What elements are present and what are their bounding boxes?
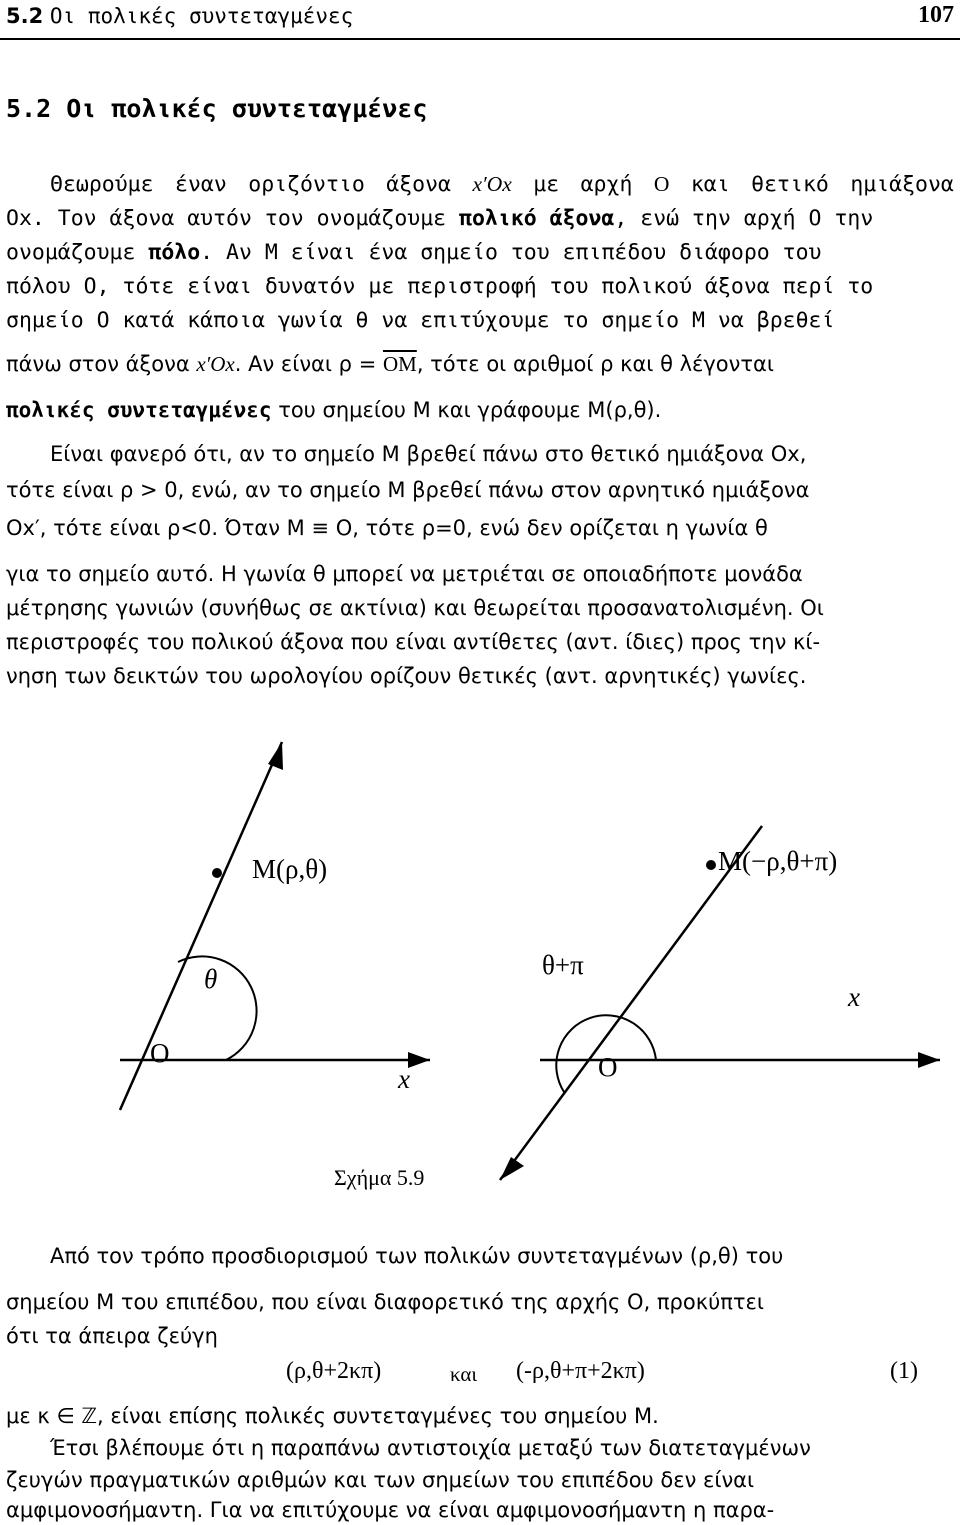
para1-line4: πόλου Ο, τότε είναι δυνατόν με περιστροφή του πολικού άξονα περί το <box>6 274 874 299</box>
term-polar-axis: πολικό άξονα <box>459 206 615 231</box>
para2-line3: Ox′, τότε είναι ρ<0. Όταν Μ ≡ Ο, τότε ρ=0, ενώ δεν ορίζεται η γωνία θ <box>6 516 768 540</box>
text: Ox. Τον άξονα αυτόν τον ονομάζουμε <box>6 206 460 231</box>
para1-line3 <box>6 240 954 265</box>
para2-line7: νηση των δεικτών του ωρολογίου ορίζουν θετικές (αντ. αρνητικές) γωνίες. <box>6 664 807 688</box>
equation-right: (-ρ,θ+π+2κπ) <box>516 1358 645 1384</box>
header-rule <box>0 38 960 40</box>
label-origin-left: Ο <box>150 1038 170 1068</box>
word: έναν <box>175 172 227 197</box>
term-pole: πόλο <box>148 240 201 265</box>
para3-line1: Από τον τρόπο προσδιορισμού των πολικών συντεταγμένων (ρ,θ) του <box>50 1244 784 1268</box>
equation-number: (1) <box>890 1358 918 1384</box>
point-m-right <box>706 860 716 870</box>
ray-left <box>120 742 282 1110</box>
para3-line3: ότι τα άπειρα ζεύγη <box>6 1324 218 1348</box>
term-polar-coordinates: πολικές συντεταγμένες <box>6 398 272 422</box>
label-origin-right: Ο <box>598 1052 618 1082</box>
axis-symbol: x′Ox <box>472 172 512 196</box>
para2-line5: μέτρησης γωνιών (συνήθως σε ακτίνια) και θεωρείται προσανατολισμένη. Οι <box>6 596 824 620</box>
para2-line2: τότε είναι ρ > 0, ενώ, αν το σημείο Μ βρεθεί πάνω στον αρνητικό ημιάξονα <box>6 478 810 502</box>
para2-line1: Είναι φανερό ότι, αν το σημείο Μ βρεθεί πάνω στο θετικό ημιάξονα Ox, <box>50 442 807 466</box>
word: θετικό <box>751 172 829 197</box>
text: , τότε οι αριθμοί ρ και θ λέγονται <box>416 352 774 376</box>
word: άξονα <box>386 172 451 197</box>
running-head <box>6 4 353 28</box>
label-theta-left: θ <box>204 964 218 994</box>
label-x-left: x <box>398 1064 410 1094</box>
page-header <box>0 0 960 40</box>
page-number: 107 <box>918 2 954 28</box>
word: Θεωρούμε <box>50 172 154 197</box>
para1-line2 <box>6 206 954 231</box>
running-head-title: Οι πολικές συντεταγμένες <box>49 4 354 28</box>
label-m-left: Μ(ρ,θ) <box>252 854 328 884</box>
word: αρχή <box>580 172 633 197</box>
figure-5-9 <box>0 730 960 1200</box>
text: . Αν είναι ρ = <box>234 352 383 376</box>
equation-left: (ρ,θ+2κπ) <box>286 1358 382 1384</box>
figure-caption: Σχήμα 5.9 <box>334 1165 425 1190</box>
para2-line6: περιστροφές του πολικού άξονα που είναι αντίθετες (αντ. ίδιες) προς την κί- <box>6 630 821 654</box>
para1-line5: σημείο Ο κατά κάποια γωνία θ να επιτύχουμε το σημείο Μ να βρεθεί <box>6 308 835 333</box>
para3-line5: Έτσι βλέπουμε ότι η παραπάνω αντιστοιχία μεταξύ των διατεταγμένων <box>50 1436 811 1460</box>
axis-arrow-left <box>408 1052 430 1068</box>
para2-line4: για το σημείο αυτό. Η γωνία θ μπορεί να μετριέται σε οποιαδήποτε μονάδα <box>6 562 803 586</box>
text: ονομάζουμε <box>6 240 149 265</box>
para3-line4: με κ ∈ ℤ, είναι επίσης πολικές συντεταγμένες του σημείου Μ. <box>6 1404 659 1428</box>
label-x-right: x <box>848 982 860 1012</box>
running-head-number: 5.2 <box>6 4 44 28</box>
text: του σημείου Μ και γράφουμε Μ(ρ,θ). <box>271 398 662 422</box>
axis-arrow-right <box>918 1052 940 1068</box>
para3-line6: ζευγών πραγματικών αριθμών και των σημείων του επιπέδου δεν είναι <box>6 1468 755 1492</box>
para1-line6 <box>6 352 954 377</box>
word: ημιάξονα <box>850 172 954 197</box>
para1-line7 <box>6 398 954 422</box>
label-theta-pi-right: θ+π <box>542 950 584 980</box>
word: με <box>533 172 560 197</box>
vector-om: $\overline{OM}$ <box>382 352 417 376</box>
equation-and: και <box>450 1362 478 1386</box>
ray-right <box>500 826 762 1180</box>
angle-arc-left <box>178 956 257 1060</box>
point-m-left <box>212 868 222 878</box>
text: . Αν Μ είναι ένα σημείο του επιπέδου διάφορο του <box>200 240 822 265</box>
figure-drawing <box>0 730 960 1200</box>
text: πάνω στον άξονα <box>6 352 197 376</box>
para1-line1 <box>6 172 954 197</box>
para3-line7: αμφιμονοσήμαντη. Για να επιτύχουμε να είναι αμφιμονοσήμαντη η παρα- <box>6 1498 775 1522</box>
text: , ενώ την αρχή Ο την <box>614 206 874 231</box>
word: Ο <box>653 172 670 196</box>
label-m-right: Μ(−ρ,θ+π) <box>718 846 838 876</box>
word: και <box>690 172 730 197</box>
para3-line2: σημείου Μ του επιπέδου, που είναι διαφορετικό της αρχής Ο, προκύπτει <box>6 1290 765 1314</box>
ray-arrow-right <box>500 1157 524 1180</box>
right-diagram <box>500 826 940 1180</box>
word: οριζόντιο <box>248 172 365 197</box>
axis-symbol: x′Ox <box>196 352 235 376</box>
section-title: 5.2 Οι πολικές συντεταγμένες <box>6 94 428 123</box>
